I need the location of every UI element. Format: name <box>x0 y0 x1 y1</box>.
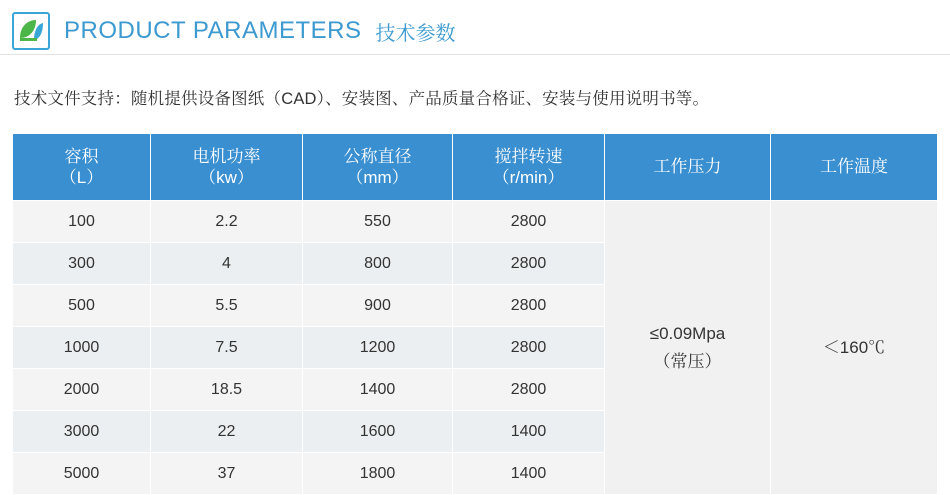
cell-speed: 1400 <box>453 411 605 453</box>
column-header-power: 电机功率 （kw） <box>151 134 303 201</box>
page-title: PRODUCT PARAMETERS <box>64 17 362 44</box>
cell-speed: 2800 <box>453 201 605 243</box>
cell-diameter: 1400 <box>303 369 453 411</box>
column-header-volume: 容积 （L） <box>13 134 151 201</box>
cell-diameter: 1600 <box>303 411 453 453</box>
column-header-speed: 搅拌转速 （r/min） <box>453 134 605 201</box>
cell-power: 5.5 <box>151 285 303 327</box>
table-header-row <box>13 134 938 201</box>
cell-diameter: 900 <box>303 285 453 327</box>
cell-volume: 100 <box>13 201 151 243</box>
cell-volume: 2000 <box>13 369 151 411</box>
parameters-table <box>12 133 938 495</box>
page-header <box>0 0 950 48</box>
cell-speed: 2800 <box>453 285 605 327</box>
cell-volume: 5000 <box>13 453 151 495</box>
cell-speed: 2800 <box>453 327 605 369</box>
cell-power: 7.5 <box>151 327 303 369</box>
cell-diameter: 800 <box>303 243 453 285</box>
page-title-cn: 技术参数 <box>375 22 456 45</box>
cell-volume: 3000 <box>13 411 151 453</box>
cell-diameter: 1800 <box>303 453 453 495</box>
cell-diameter: 1200 <box>303 327 453 369</box>
cell-speed: 2800 <box>453 369 605 411</box>
cell-power: 22 <box>151 411 303 453</box>
cell-pressure: ≤0.09Mpa （常压） <box>605 201 771 495</box>
leaf-logo-icon <box>12 12 50 50</box>
table-row <box>13 201 938 243</box>
cell-volume: 1000 <box>13 327 151 369</box>
cell-speed: 1400 <box>453 453 605 495</box>
cell-power: 4 <box>151 243 303 285</box>
column-header-pressure: 工作压力 <box>605 134 771 201</box>
parameters-table-wrap <box>0 109 950 495</box>
cell-temperature: ＜160℃ <box>771 201 938 495</box>
column-header-diameter: 公称直径 （mm） <box>303 134 453 201</box>
cell-volume: 300 <box>13 243 151 285</box>
cell-power: 37 <box>151 453 303 495</box>
cell-speed: 2800 <box>453 243 605 285</box>
intro-text: 技术文件支持：随机提供设备图纸（CAD）、安装图、产品质量合格证、安装与使用说明书等。 <box>14 90 710 108</box>
cell-volume: 500 <box>13 285 151 327</box>
column-header-temperature: 工作温度 <box>771 134 938 201</box>
cell-power: 18.5 <box>151 369 303 411</box>
cell-diameter: 550 <box>303 201 453 243</box>
cell-power: 2.2 <box>151 201 303 243</box>
